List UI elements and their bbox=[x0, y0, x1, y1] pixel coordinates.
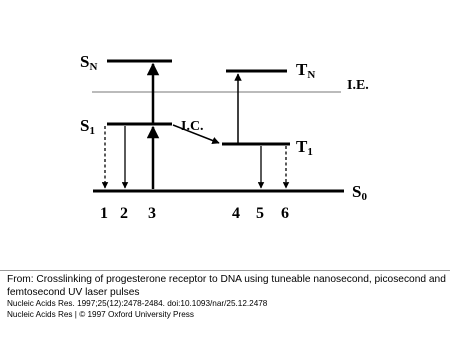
s1-label: S1 bbox=[80, 116, 95, 137]
transition-5-number: 5 bbox=[256, 205, 264, 222]
tn-label: TN bbox=[296, 60, 316, 81]
caption-divider bbox=[0, 270, 450, 271]
caption-copyright: Nucleic Acids Res | © 1997 Oxford University Press bbox=[7, 309, 194, 319]
sn-label: SN bbox=[80, 52, 98, 73]
transition-3-number: 3 bbox=[148, 205, 156, 222]
caption-source-line: From: Crosslinking of progesterone receptor to DNA using tuneable nanosecond, picosecond and bbox=[7, 274, 446, 285]
transition-6-number: 6 bbox=[281, 205, 289, 222]
internal-conversion-label: I.C. bbox=[181, 119, 204, 134]
t1-label: T1 bbox=[296, 137, 313, 158]
transition-4-number: 4 bbox=[232, 205, 240, 222]
figure-caption bbox=[7, 274, 447, 320]
caption-citation: Nucleic Acids Res. 1997;25(12):2478-2484. doi:10.1093/nar/25.12.2478 bbox=[7, 299, 268, 308]
ionization-energy-label: I.E. bbox=[347, 78, 369, 93]
transition-1-number: 1 bbox=[100, 205, 108, 222]
transition-2-number: 2 bbox=[120, 205, 128, 222]
caption-source-line-continued: femtosecond UV laser pulses bbox=[7, 286, 140, 298]
s0-label: S0 bbox=[352, 182, 367, 203]
